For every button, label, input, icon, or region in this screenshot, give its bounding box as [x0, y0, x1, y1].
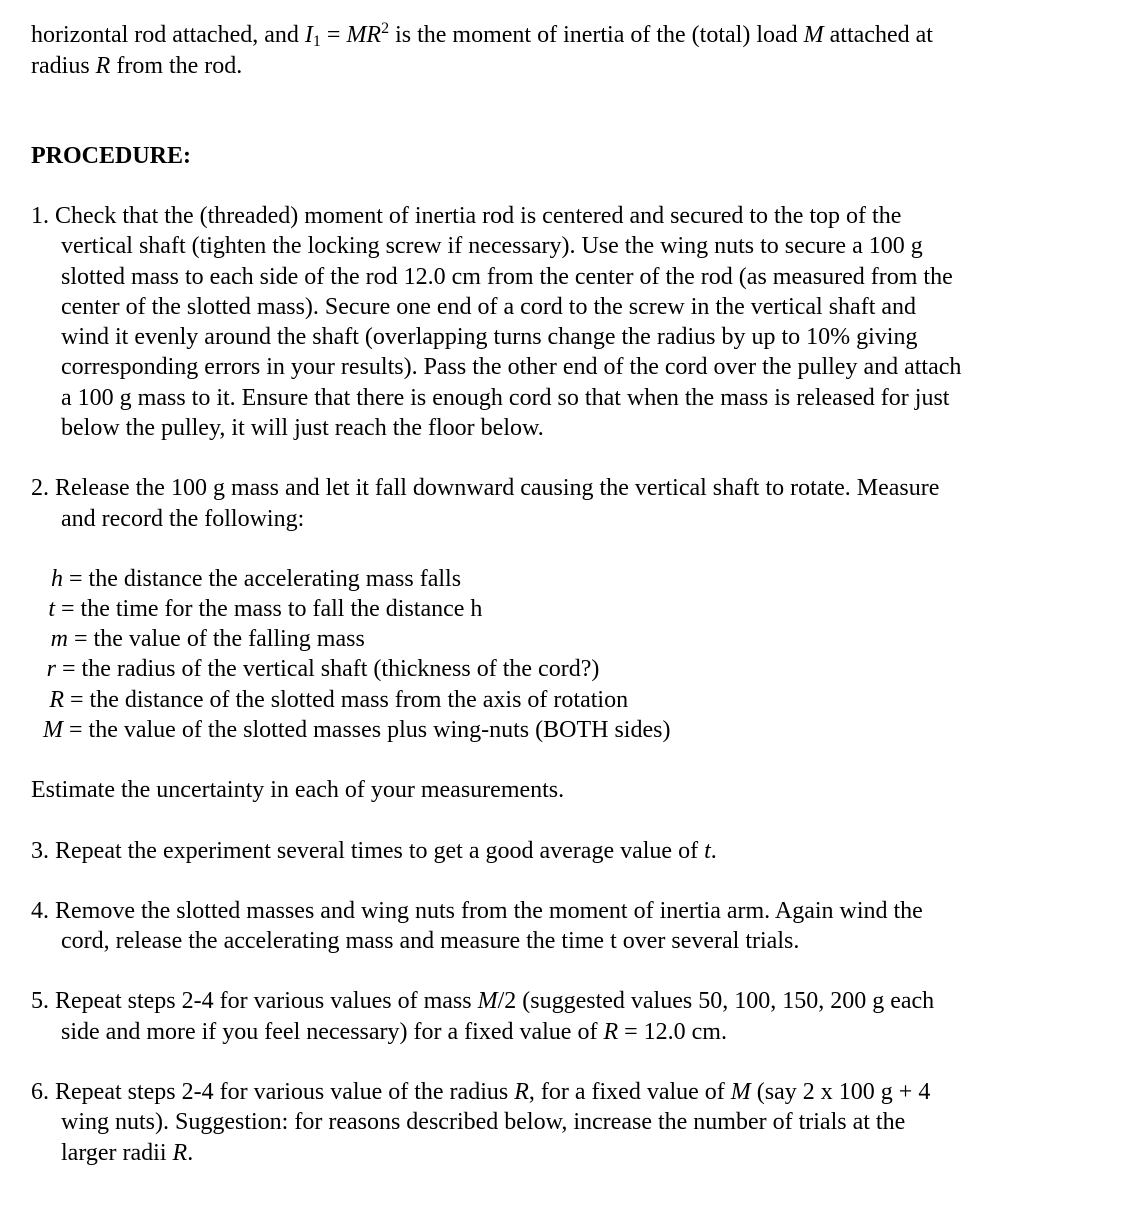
- step4-line: 4. Remove the slotted masses and wing nuts from the moment of inertia arm. Again wind the: [31, 898, 923, 924]
- step6-text: , for a fixed value of: [528, 1079, 731, 1105]
- step1-line: wind it evenly around the shaft (overlapping turns change the radius by up to 10% giving: [61, 324, 918, 350]
- intro-line-1: [31, 20, 933, 50]
- intro-text: from the rod.: [110, 53, 243, 79]
- squared-superscript: 2: [381, 20, 390, 37]
- step5-text: /2 (suggested values 50, 100, 150, 200 g each: [497, 988, 935, 1014]
- step3-text: .: [710, 838, 717, 864]
- procedure-heading: PROCEDURE:: [31, 143, 191, 169]
- step1-line: slotted mass to each side of the rod 12.0 cm from the center of the rod (as measured from the: [61, 264, 953, 290]
- step6-text: .: [187, 1140, 194, 1166]
- step6-text: larger radii: [61, 1140, 173, 1166]
- step6-line-1: [31, 1077, 930, 1107]
- definition-text: = the distance of the slotted mass from the axis of rotation: [64, 687, 629, 713]
- step6-line-2: wing nuts). Suggestion: for reasons described below, increase the number of trials at the: [61, 1109, 906, 1135]
- step5-text: 5. Repeat steps 2-4 for various values of mass: [31, 988, 478, 1014]
- definition-symbol: R: [49, 687, 64, 713]
- step1-line: 1. Check that the (threaded) moment of inertia rod is centered and secured to the top of the: [31, 203, 902, 229]
- mass-symbol: M: [730, 1079, 751, 1105]
- intro-line-2: [31, 51, 242, 81]
- definition-symbol: r: [46, 656, 56, 682]
- definition-r: [30, 654, 599, 684]
- definition-h: [30, 564, 461, 594]
- step1-line: below the pulley, it will just reach the floor below.: [61, 415, 544, 441]
- step1-line: corresponding errors in your results). Pass the other end of the cord over the pulley and attach: [61, 354, 962, 380]
- step6-line-3: [61, 1138, 193, 1168]
- step3-line: [31, 836, 717, 866]
- definition-t: [30, 594, 482, 624]
- step5-text: = 12.0 cm.: [618, 1019, 727, 1045]
- step6-text: (say 2 x 100 g + 4: [750, 1079, 931, 1105]
- definition-text: = the distance the accelerating mass falls: [63, 566, 462, 592]
- definition-text: = the value of the slotted masses plus wing-nuts (BOTH sides): [63, 717, 671, 743]
- definition-symbol: h: [51, 566, 63, 592]
- step2-line: and record the following:: [61, 506, 305, 532]
- intro-text: horizontal rod attached, and: [31, 22, 305, 48]
- radius-symbol: R: [95, 53, 111, 79]
- definition-symbol: m: [50, 626, 68, 652]
- definition-text: = the time for the mass to fall the distance h: [55, 596, 483, 622]
- step5-line-1: [31, 986, 934, 1016]
- step1-line: a 100 g mass to it. Ensure that there is enough cord so that when the mass is released for just: [61, 385, 950, 411]
- step2-line: 2. Release the 100 g mass and let it fall downward causing the vertical shaft to rotate. Measure: [31, 475, 940, 501]
- mr-symbol: MR: [346, 22, 382, 48]
- time-symbol: t: [704, 838, 711, 864]
- estimate-line: Estimate the uncertainty in each of your measurements.: [31, 777, 565, 803]
- step1-line: vertical shaft (tighten the locking screw if necessary). Use the wing nuts to secure a 100 g: [61, 233, 923, 259]
- intro-text: =: [320, 22, 347, 48]
- definition-text: = the value of the falling mass: [68, 626, 365, 652]
- radius-symbol: R: [514, 1079, 529, 1105]
- definition-text: = the radius of the vertical shaft (thickness of the cord?): [56, 656, 600, 682]
- radius-symbol: R: [603, 1019, 619, 1045]
- definition-M: [30, 715, 670, 745]
- definition-R: [30, 685, 628, 715]
- definition-symbol: t: [48, 596, 55, 622]
- step3-text: 3. Repeat the experiment several times to get a good average value of: [31, 838, 705, 864]
- step1-line: center of the slotted mass). Secure one end of a cord to the screw in the vertical shaft and: [61, 294, 917, 320]
- radius-symbol: R: [172, 1140, 188, 1166]
- inertia-symbol: I: [304, 22, 313, 48]
- step6-text: 6. Repeat steps 2-4 for various value of the radius: [31, 1079, 515, 1105]
- step5-text: side and more if you feel necessary) for a fixed value of: [61, 1019, 604, 1045]
- step5-line-2: [61, 1017, 727, 1047]
- inertia-subscript: 1: [312, 33, 321, 50]
- definition-m: [30, 624, 365, 654]
- intro-text: is the moment of inertia of the (total) load: [389, 22, 804, 48]
- step4-line: cord, release the accelerating mass and measure the time t over several trials.: [61, 928, 800, 954]
- mass-symbol: M: [803, 22, 824, 48]
- definition-symbol: M: [43, 717, 63, 743]
- mass-symbol: M: [477, 988, 498, 1014]
- intro-text: attached at: [823, 22, 933, 48]
- intro-text: radius: [31, 53, 96, 79]
